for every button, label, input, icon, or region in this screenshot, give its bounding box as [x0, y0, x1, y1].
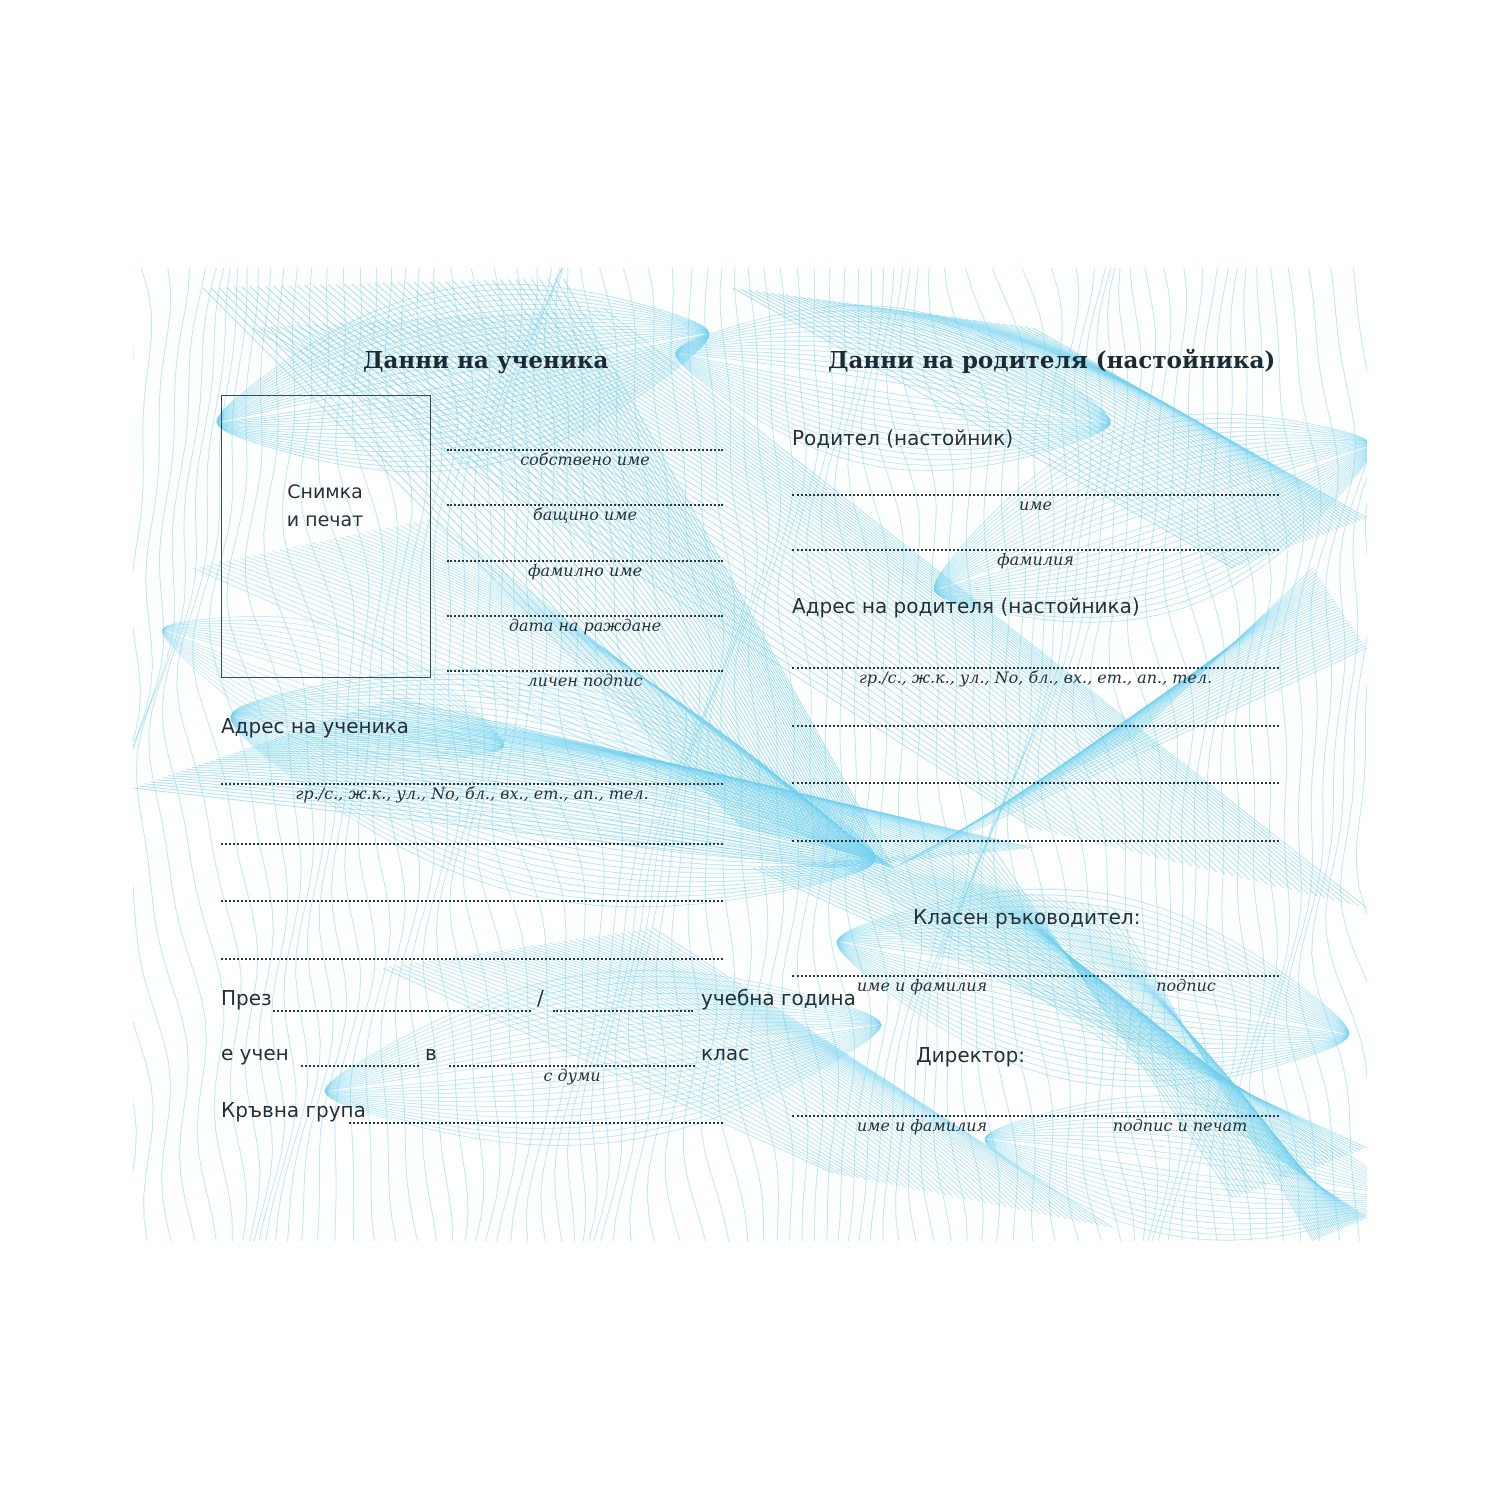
blood-group-label: Кръвна група: [221, 1098, 366, 1122]
class-student-gender-line[interactable]: [301, 1063, 419, 1067]
right-column-title: Данни на родителя (настойника): [828, 347, 1276, 374]
class-name-hint: с думи: [543, 1066, 601, 1085]
class-row-suffix: клас: [701, 1041, 750, 1065]
parent-address-hint: гр./с., ж.к., ул., No, бл., вх., ет., ап., тел.: [858, 668, 1213, 687]
school-year-separator: /: [537, 986, 544, 1010]
photo-and-stamp-box: [221, 395, 431, 678]
student-first-name-hint: собствено име: [520, 450, 650, 469]
school-year-start-line[interactable]: [273, 1008, 531, 1012]
blood-group-line[interactable]: [349, 1120, 723, 1124]
student-birthdate-hint: дата на раждане: [508, 616, 662, 635]
parent-name-hint: име: [1018, 495, 1053, 514]
parent-address-line-4[interactable]: [792, 838, 1279, 842]
school-year-prefix: През: [221, 986, 272, 1010]
director-signature-hint: подпис и печат: [1112, 1116, 1248, 1135]
director-label: Директор:: [916, 1043, 1026, 1067]
parent-address-label: Адрес на родителя (настойника): [792, 594, 1140, 618]
photo-box-line-2: и печат: [286, 509, 364, 531]
student-address-line-2[interactable]: [221, 841, 723, 845]
class-teacher-label: Класен ръководител:: [913, 905, 1141, 929]
class-row-prefix: е учен: [221, 1041, 289, 1065]
id-card-spread: [133, 268, 1367, 1241]
student-address-line-3[interactable]: [221, 898, 723, 902]
student-last-name-hint: фамилно име: [527, 561, 643, 580]
class-teacher-name-hint: име и фамилия: [856, 976, 988, 995]
class-teacher-signature-hint: подпис: [1156, 976, 1216, 995]
class-row-middle: в: [425, 1041, 437, 1065]
photo-box-line-1: Снимка: [287, 481, 363, 503]
parent-surname-hint: фамилия: [997, 550, 1074, 569]
left-column-title: Данни на ученика: [363, 347, 609, 374]
parent-label: Родител (настойник): [792, 426, 1014, 450]
student-middle-name-hint: бащино име: [533, 505, 637, 524]
student-signature-hint: личен подпис: [527, 671, 643, 690]
director-name-hint: име и фамилия: [856, 1116, 988, 1135]
parent-address-line-3[interactable]: [792, 780, 1279, 784]
student-address-hint: гр./с., ж.к., ул., No, бл., вх., ет., ап., тел.: [295, 784, 649, 803]
student-address-label: Адрес на ученика: [221, 714, 409, 738]
parent-address-line-2[interactable]: [792, 723, 1279, 727]
school-year-suffix: учебна година: [701, 986, 856, 1010]
student-address-line-4[interactable]: [221, 956, 723, 960]
